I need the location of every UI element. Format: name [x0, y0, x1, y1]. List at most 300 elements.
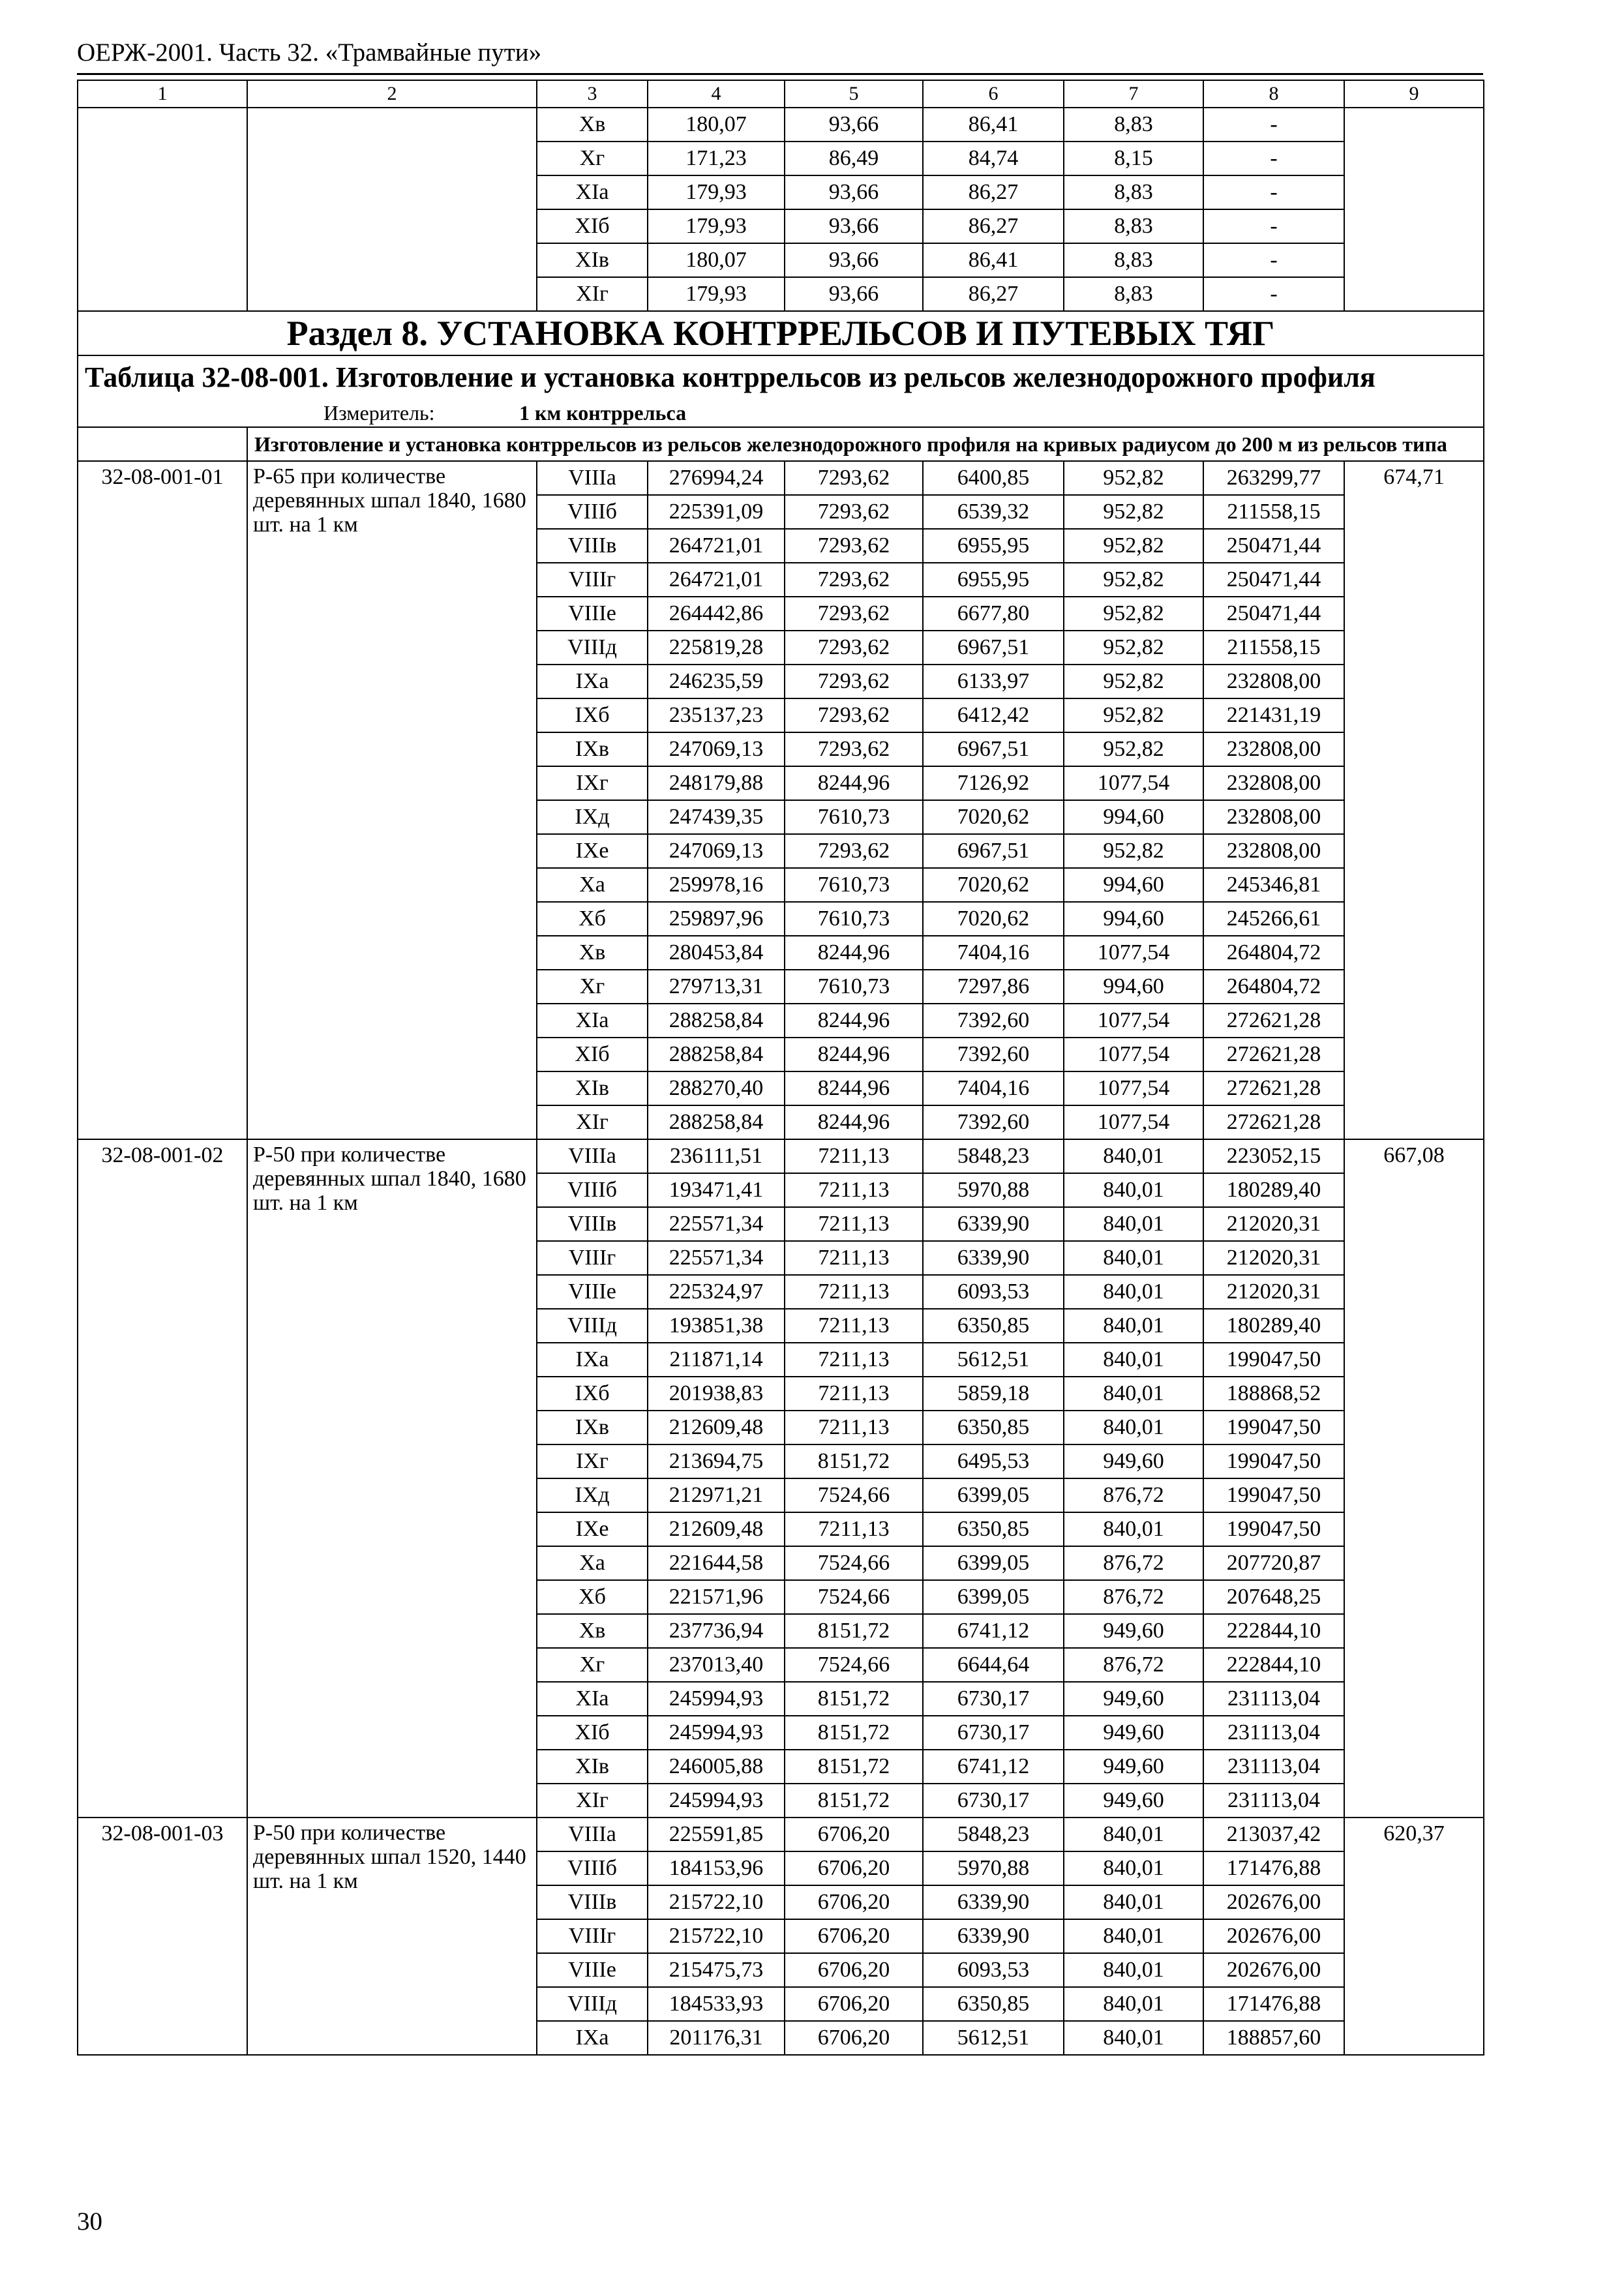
table-cell: ХIа: [537, 1004, 648, 1038]
table-cell: 215475,73: [648, 1953, 785, 1987]
table-cell: ХIг: [537, 1105, 648, 1139]
table-cell: 272621,28: [1203, 1071, 1344, 1105]
table-cell: 276994,24: [648, 461, 785, 495]
table-cell: 193471,41: [648, 1173, 785, 1207]
table-cell: 246235,59: [648, 665, 785, 698]
table-cell: 949,60: [1064, 1614, 1203, 1648]
table-cell: 8151,72: [785, 1614, 923, 1648]
table-cell: 188868,52: [1203, 1377, 1344, 1411]
table-cell: 7211,13: [785, 1512, 923, 1546]
table-cell: 8151,72: [785, 1716, 923, 1750]
table-cell: 201938,83: [648, 1377, 785, 1411]
table-cell: 237013,40: [648, 1648, 785, 1682]
table-cell: 840,01: [1064, 1987, 1203, 2021]
table-cell: 8,83: [1064, 277, 1203, 311]
table-cell: 876,72: [1064, 1478, 1203, 1512]
table-cell: VIIIг: [537, 563, 648, 597]
table-cell: 7293,62: [785, 461, 923, 495]
meter-row: [78, 399, 1484, 427]
table-cell: 207720,87: [1203, 1546, 1344, 1580]
table-cell: 6730,17: [923, 1784, 1064, 1818]
column-number: 3: [537, 80, 648, 108]
table-cell: IХг: [537, 766, 648, 800]
table-cell: Ха: [537, 868, 648, 902]
table-cell: 8,83: [1064, 108, 1203, 142]
table-cell: 840,01: [1064, 1818, 1203, 1851]
table-cell: VIIIа: [537, 1139, 648, 1173]
table-cell: 5612,51: [923, 2021, 1064, 2055]
table-cell: 6706,20: [785, 2021, 923, 2055]
table-cell: 8244,96: [785, 1105, 923, 1139]
description: Изготовление и установка контррельсов из рельсов железнодорожного профиля на кривых радиусом до 200 м из рельсов типа: [247, 427, 1484, 461]
table-cell: 949,60: [1064, 1750, 1203, 1784]
table-cell: 180,07: [648, 243, 785, 277]
table-cell: 264804,72: [1203, 936, 1344, 970]
table-cell: IХг: [537, 1444, 648, 1478]
table-cell: 171476,88: [1203, 1851, 1344, 1885]
table-cell: 225324,97: [648, 1275, 785, 1309]
table-cell: 6412,42: [923, 698, 1064, 732]
table-cell: 6093,53: [923, 1275, 1064, 1309]
table-cell: VIIIа: [537, 1818, 648, 1851]
table-cell: 6706,20: [785, 1818, 923, 1851]
table-cell: 8,83: [1064, 209, 1203, 243]
table-cell: 93,66: [785, 243, 923, 277]
table-title: Таблица 32-08-001. Изготовление и установка контррельсов из рельсов железнодорожного профиля: [78, 355, 1484, 399]
table-cell: 86,41: [923, 108, 1064, 142]
table-cell: 840,01: [1064, 1309, 1203, 1343]
table-cell: 952,82: [1064, 563, 1203, 597]
col9-cell: 667,08: [1344, 1139, 1484, 1818]
table-cell: 264442,86: [648, 597, 785, 631]
table-cell: 86,27: [923, 277, 1064, 311]
table-cell: 93,66: [785, 108, 923, 142]
col9-cell: 620,37: [1344, 1818, 1484, 2055]
table-cell: 8,15: [1064, 142, 1203, 175]
table-cell: Хг: [537, 142, 648, 175]
table-row: [78, 108, 1484, 142]
table-cell: 1077,54: [1064, 1105, 1203, 1139]
table-cell: 288258,84: [648, 1004, 785, 1038]
table-cell: 7126,92: [923, 766, 1064, 800]
table-cell: IХе: [537, 834, 648, 868]
table-cell: 840,01: [1064, 1343, 1203, 1377]
table-cell: 6955,95: [923, 529, 1064, 563]
table-cell: 7211,13: [785, 1411, 923, 1444]
table-cell: 7211,13: [785, 1173, 923, 1207]
table-cell: ХIв: [537, 243, 648, 277]
table-cell: 8151,72: [785, 1444, 923, 1478]
table-cell: 6741,12: [923, 1614, 1064, 1648]
table-cell: 6967,51: [923, 631, 1064, 665]
table-cell: 8151,72: [785, 1750, 923, 1784]
table-cell: 231113,04: [1203, 1784, 1344, 1818]
table-cell: 93,66: [785, 277, 923, 311]
table-cell: 6539,32: [923, 495, 1064, 529]
table-cell: Хв: [537, 108, 648, 142]
table-cell: 840,01: [1064, 1885, 1203, 1919]
table-cell: 231113,04: [1203, 1682, 1344, 1716]
table-cell: 288258,84: [648, 1038, 785, 1071]
column-number-row: [78, 80, 1484, 108]
col9-cell: [1344, 108, 1484, 311]
table-cell: 949,60: [1064, 1444, 1203, 1478]
table-cell: 280453,84: [648, 936, 785, 970]
table-body: [78, 80, 1484, 2055]
table-cell: 7524,66: [785, 1648, 923, 1682]
table-cell: 213037,42: [1203, 1818, 1344, 1851]
table-cell: 212609,48: [648, 1411, 785, 1444]
table-cell: 207648,25: [1203, 1580, 1344, 1614]
table-cell: 215722,10: [648, 1919, 785, 1953]
table-cell: 84,74: [923, 142, 1064, 175]
table-cell: Хв: [537, 1614, 648, 1648]
column-number: 2: [247, 80, 537, 108]
table-cell: 199047,50: [1203, 1512, 1344, 1546]
table-cell: 86,27: [923, 209, 1064, 243]
table-cell: 6730,17: [923, 1682, 1064, 1716]
table-cell: ХIб: [537, 1716, 648, 1750]
table-cell: 250471,44: [1203, 597, 1344, 631]
table-cell: 952,82: [1064, 698, 1203, 732]
table-cell: 5970,88: [923, 1173, 1064, 1207]
table-cell: 1077,54: [1064, 1004, 1203, 1038]
table-cell: VIIIе: [537, 1275, 648, 1309]
table-cell: 952,82: [1064, 461, 1203, 495]
table-cell: 7293,62: [785, 529, 923, 563]
table-cell: 222844,10: [1203, 1648, 1344, 1682]
table-cell: IХа: [537, 665, 648, 698]
table-cell: 179,93: [648, 175, 785, 209]
table-cell: 264721,01: [648, 529, 785, 563]
table-cell: 949,60: [1064, 1716, 1203, 1750]
table-cell: 245994,93: [648, 1716, 785, 1750]
table-cell: 250471,44: [1203, 563, 1344, 597]
table-cell: 7524,66: [785, 1580, 923, 1614]
table-cell: 193851,38: [648, 1309, 785, 1343]
table-cell: 6706,20: [785, 1885, 923, 1919]
table-cell: 236111,51: [648, 1139, 785, 1173]
table-cell: 247069,13: [648, 732, 785, 766]
table-cell: -: [1203, 175, 1344, 209]
table-cell: VIIIе: [537, 597, 648, 631]
table-cell: Хг: [537, 970, 648, 1004]
table-row: [78, 1818, 1484, 1851]
table-cell: 6741,12: [923, 1750, 1064, 1784]
table-cell: 6967,51: [923, 732, 1064, 766]
table-cell: 7020,62: [923, 868, 1064, 902]
table-cell: 213694,75: [648, 1444, 785, 1478]
table-cell: IХе: [537, 1512, 648, 1546]
column-number: 7: [1064, 80, 1203, 108]
table-cell: ХIб: [537, 209, 648, 243]
table-cell: 6967,51: [923, 834, 1064, 868]
table-cell: 840,01: [1064, 2021, 1203, 2055]
table-cell: -: [1203, 209, 1344, 243]
meter-value: 1 км контррельса: [519, 401, 687, 425]
table-cell: 949,60: [1064, 1682, 1203, 1716]
table-cell: 6706,20: [785, 1987, 923, 2021]
table-cell: 247069,13: [648, 834, 785, 868]
table-cell: 7211,13: [785, 1309, 923, 1343]
table-cell: 840,01: [1064, 1139, 1203, 1173]
table-cell: 202676,00: [1203, 1953, 1344, 1987]
table-cell: 840,01: [1064, 1377, 1203, 1411]
table-cell: 7211,13: [785, 1377, 923, 1411]
table-cell: ХIв: [537, 1071, 648, 1105]
table-cell: -: [1203, 277, 1344, 311]
table-cell: 7211,13: [785, 1241, 923, 1275]
table-cell: 86,27: [923, 175, 1064, 209]
table-cell: VIIIд: [537, 1987, 648, 2021]
table-cell: 7293,62: [785, 834, 923, 868]
page-header-title: ОЕРЖ-2001. Часть 32. «Трамвайные пути»: [77, 38, 542, 67]
table-cell: 952,82: [1064, 631, 1203, 665]
table-cell: 994,60: [1064, 902, 1203, 936]
table-cell: 215722,10: [648, 1885, 785, 1919]
table-cell: VIIIд: [537, 1309, 648, 1343]
table-cell: 225591,85: [648, 1818, 785, 1851]
table-cell: 6706,20: [785, 1953, 923, 1987]
table-cell: ХIа: [537, 1682, 648, 1716]
table-cell: 272621,28: [1203, 1105, 1344, 1139]
table-cell: 8244,96: [785, 936, 923, 970]
table-cell: 86,41: [923, 243, 1064, 277]
table-cell: 232808,00: [1203, 665, 1344, 698]
table-cell: 184153,96: [648, 1851, 785, 1885]
table-cell: 250471,44: [1203, 529, 1344, 563]
table-cell: IХв: [537, 1411, 648, 1444]
table-cell: 1077,54: [1064, 936, 1203, 970]
table-cell: 259978,16: [648, 868, 785, 902]
table-cell: 7297,86: [923, 970, 1064, 1004]
table-cell: IХв: [537, 732, 648, 766]
table-cell: 245346,81: [1203, 868, 1344, 902]
table-cell: 272621,28: [1203, 1004, 1344, 1038]
table-cell: 840,01: [1064, 1241, 1203, 1275]
table-cell: 6399,05: [923, 1580, 1064, 1614]
code-cell: 32-08-001-03: [78, 1818, 247, 2055]
code-cell: 32-08-001-01: [78, 461, 247, 1139]
table-cell: 245266,61: [1203, 902, 1344, 936]
table-cell: 171476,88: [1203, 1987, 1344, 2021]
table-cell: IХб: [537, 698, 648, 732]
table-cell: 7293,62: [785, 597, 923, 631]
table-cell: VIIIв: [537, 1207, 648, 1241]
table-cell: VIIIб: [537, 1173, 648, 1207]
table-cell: IХб: [537, 1377, 648, 1411]
name-cell: Р-65 при количестве деревянных шпал 1840, 1680 шт. на 1 км: [247, 461, 537, 1139]
table-cell: 199047,50: [1203, 1444, 1344, 1478]
table-cell: 225819,28: [648, 631, 785, 665]
table-cell: 5612,51: [923, 1343, 1064, 1377]
table-cell: 7211,13: [785, 1139, 923, 1173]
table-cell: 5970,88: [923, 1851, 1064, 1885]
table-cell: 180289,40: [1203, 1173, 1344, 1207]
table-cell: 211558,15: [1203, 631, 1344, 665]
table-cell: 184533,93: [648, 1987, 785, 2021]
table-cell: 7211,13: [785, 1343, 923, 1377]
table-cell: 8244,96: [785, 1004, 923, 1038]
table-cell: 7211,13: [785, 1207, 923, 1241]
table-cell: 7524,66: [785, 1546, 923, 1580]
table-cell: 994,60: [1064, 970, 1203, 1004]
table-cell: 202676,00: [1203, 1885, 1344, 1919]
table-cell: 7293,62: [785, 563, 923, 597]
table-cell: -: [1203, 108, 1344, 142]
estimate-table: [77, 80, 1484, 2056]
table-cell: 5859,18: [923, 1377, 1064, 1411]
table-cell: 7610,73: [785, 800, 923, 834]
table-cell: 6339,90: [923, 1207, 1064, 1241]
table-cell: 202676,00: [1203, 1919, 1344, 1953]
table-cell: 6399,05: [923, 1546, 1064, 1580]
meter-cell: [78, 399, 1484, 427]
table-cell: 8151,72: [785, 1682, 923, 1716]
table-cell: Ха: [537, 1546, 648, 1580]
table-cell: 7293,62: [785, 732, 923, 766]
table-cell: 212609,48: [648, 1512, 785, 1546]
name-cell: [247, 108, 537, 311]
table-cell: 1077,54: [1064, 766, 1203, 800]
table-cell: 225571,34: [648, 1241, 785, 1275]
table-cell: ХIг: [537, 1784, 648, 1818]
table-cell: 222844,10: [1203, 1614, 1344, 1648]
table-cell: 180289,40: [1203, 1309, 1344, 1343]
table-cell: 212971,21: [648, 1478, 785, 1512]
table-cell: 876,72: [1064, 1546, 1203, 1580]
table-cell: 840,01: [1064, 1207, 1203, 1241]
table-cell: 952,82: [1064, 495, 1203, 529]
table-cell: 231113,04: [1203, 1716, 1344, 1750]
table-cell: 7392,60: [923, 1004, 1064, 1038]
table-cell: 7392,60: [923, 1105, 1064, 1139]
table-cell: 6955,95: [923, 563, 1064, 597]
table-cell: 949,60: [1064, 1784, 1203, 1818]
section-title: Раздел 8. УСТАНОВКА КОНТРРЕЛЬСОВ И ПУТЕВЫХ ТЯГ: [78, 311, 1484, 355]
table-row: [78, 1139, 1484, 1173]
code-cell: [78, 108, 247, 311]
table-cell: 6706,20: [785, 1919, 923, 1953]
table-cell: 179,93: [648, 277, 785, 311]
table-cell: 952,82: [1064, 665, 1203, 698]
table-cell: VIIIб: [537, 1851, 648, 1885]
table-cell: 235137,23: [648, 698, 785, 732]
table-cell: 1077,54: [1064, 1071, 1203, 1105]
table-cell: 247439,35: [648, 800, 785, 834]
table-cell: 7293,62: [785, 698, 923, 732]
table-cell: 7404,16: [923, 1071, 1064, 1105]
table-cell: 264721,01: [648, 563, 785, 597]
table-cell: ХIа: [537, 175, 648, 209]
table-cell: 7524,66: [785, 1478, 923, 1512]
table-cell: 5848,23: [923, 1139, 1064, 1173]
table-cell: 7293,62: [785, 495, 923, 529]
table-cell: 8,83: [1064, 243, 1203, 277]
table-cell: 6495,53: [923, 1444, 1064, 1478]
table-cell: 952,82: [1064, 597, 1203, 631]
table-cell: 264804,72: [1203, 970, 1344, 1004]
table-cell: -: [1203, 142, 1344, 175]
table-cell: 6677,80: [923, 597, 1064, 631]
table-cell: 994,60: [1064, 800, 1203, 834]
table-cell: 8,83: [1064, 175, 1203, 209]
meter-label: Измеритель:: [323, 401, 435, 425]
table-cell: 7392,60: [923, 1038, 1064, 1071]
table-cell: 263299,77: [1203, 461, 1344, 495]
table-cell: 7020,62: [923, 902, 1064, 936]
table-cell: 7293,62: [785, 631, 923, 665]
table-cell: 1077,54: [1064, 1038, 1203, 1071]
column-number: 1: [78, 80, 247, 108]
table-cell: 6350,85: [923, 1309, 1064, 1343]
table-cell: VIIIг: [537, 1919, 648, 1953]
table-cell: 5848,23: [923, 1818, 1064, 1851]
table-cell: 6730,17: [923, 1716, 1064, 1750]
table-cell: 7020,62: [923, 800, 1064, 834]
table-cell: 6644,64: [923, 1648, 1064, 1682]
table-cell: 6350,85: [923, 1411, 1064, 1444]
table-cell: 199047,50: [1203, 1478, 1344, 1512]
table-cell: 223052,15: [1203, 1139, 1344, 1173]
description-spacer: [78, 427, 247, 461]
table-cell: 179,93: [648, 209, 785, 243]
table-cell: 6133,97: [923, 665, 1064, 698]
column-number: 8: [1203, 80, 1344, 108]
table-cell: 952,82: [1064, 529, 1203, 563]
table-cell: 259897,96: [648, 902, 785, 936]
table-row: [78, 461, 1484, 495]
table-cell: 212020,31: [1203, 1275, 1344, 1309]
table-cell: 6400,85: [923, 461, 1064, 495]
table-cell: 7404,16: [923, 936, 1064, 970]
table-cell: 288258,84: [648, 1105, 785, 1139]
description-row: [78, 427, 1484, 461]
table-cell: 840,01: [1064, 1275, 1203, 1309]
table-cell: 840,01: [1064, 1953, 1203, 1987]
table-cell: 279713,31: [648, 970, 785, 1004]
table-cell: VIIIв: [537, 1885, 648, 1919]
table-cell: 8151,72: [785, 1784, 923, 1818]
table-cell: 840,01: [1064, 1512, 1203, 1546]
table-title-row: [78, 355, 1484, 399]
table-cell: 8244,96: [785, 1071, 923, 1105]
column-number: 4: [648, 80, 785, 108]
table-cell: 288270,40: [648, 1071, 785, 1105]
table-cell: 6339,90: [923, 1885, 1064, 1919]
table-cell: 876,72: [1064, 1648, 1203, 1682]
table-cell: 248179,88: [648, 766, 785, 800]
table-cell: Хб: [537, 902, 648, 936]
table-cell: 212020,31: [1203, 1241, 1344, 1275]
table-cell: 8244,96: [785, 766, 923, 800]
table-cell: 171,23: [648, 142, 785, 175]
table-cell: Хв: [537, 936, 648, 970]
table-cell: 7610,73: [785, 902, 923, 936]
table-cell: 245994,93: [648, 1682, 785, 1716]
table-cell: 840,01: [1064, 1173, 1203, 1207]
table-cell: 188857,60: [1203, 2021, 1344, 2055]
col9-cell: 674,71: [1344, 461, 1484, 1139]
table-cell: 246005,88: [648, 1750, 785, 1784]
table-cell: 840,01: [1064, 1411, 1203, 1444]
table-cell: 840,01: [1064, 1919, 1203, 1953]
table-cell: 221571,96: [648, 1580, 785, 1614]
table-cell: VIIIе: [537, 1953, 648, 1987]
section-row: [78, 311, 1484, 355]
table-cell: 840,01: [1064, 1851, 1203, 1885]
table-cell: 6350,85: [923, 1987, 1064, 2021]
